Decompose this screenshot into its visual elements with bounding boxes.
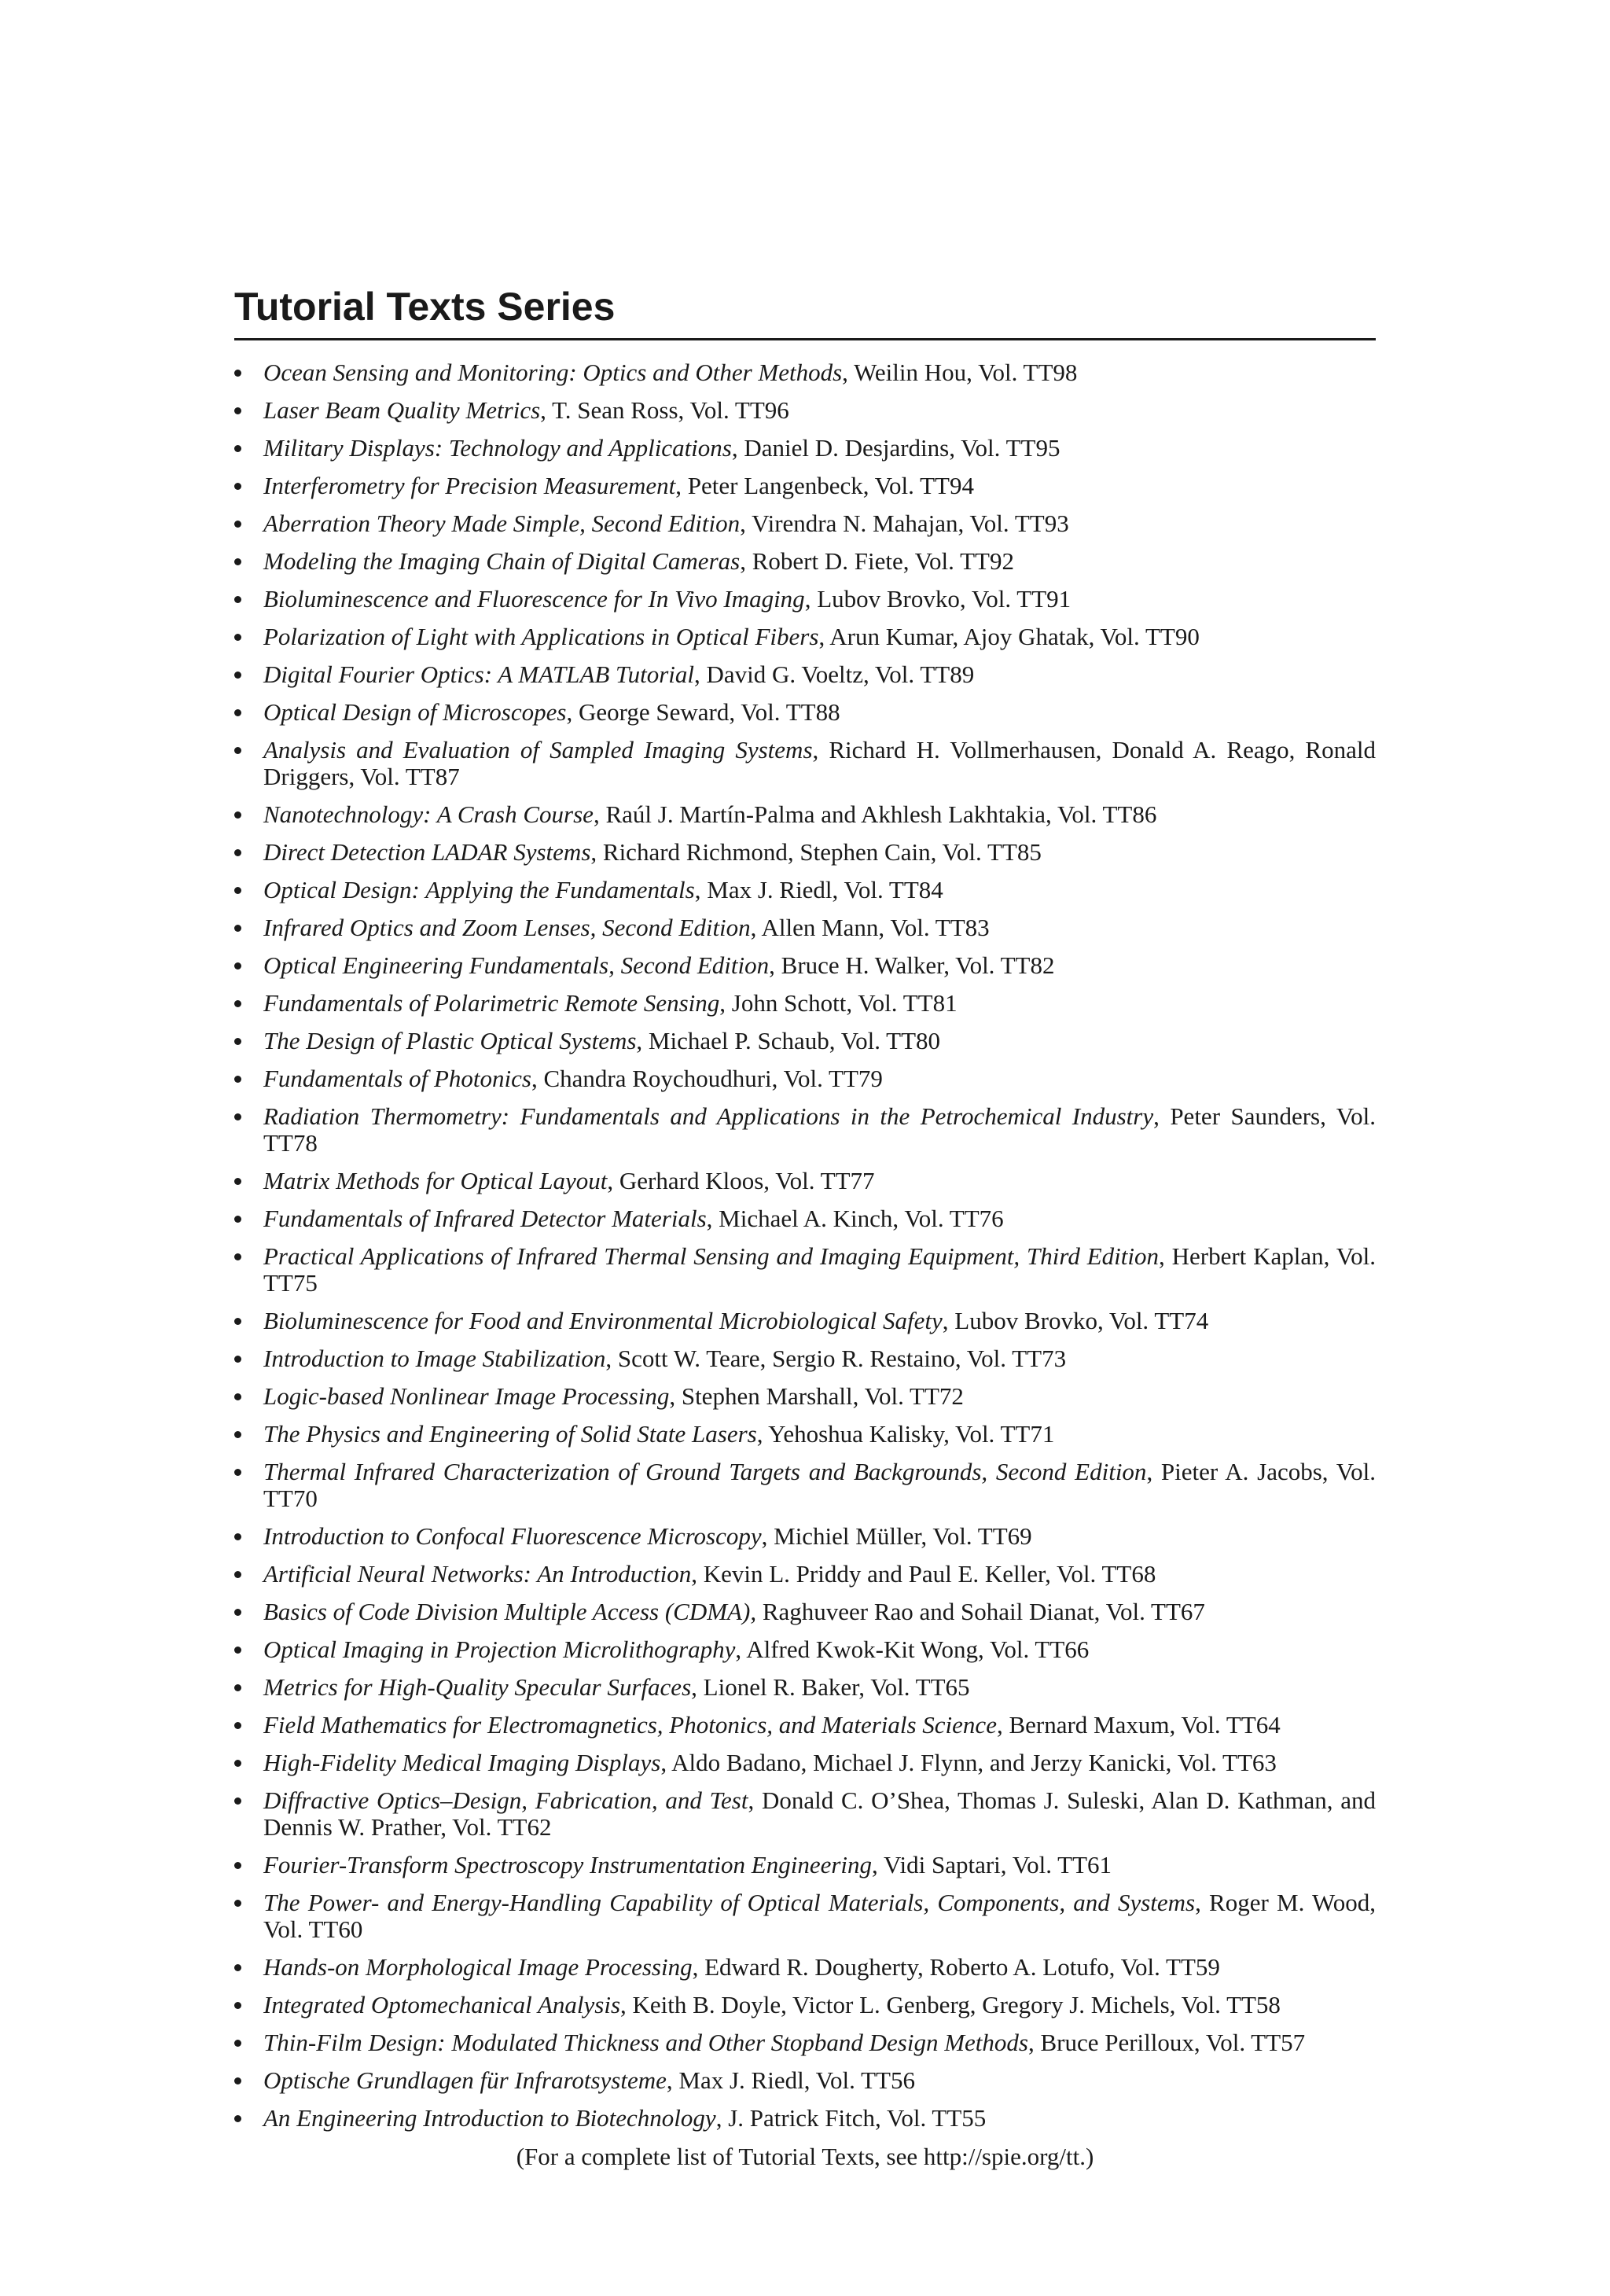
bullet-icon [234, 962, 241, 970]
list-item [234, 1787, 1376, 1841]
bullet-icon [234, 521, 241, 528]
list-item [234, 990, 1376, 1017]
book-title: Optische Grundlagen für Infrarotsysteme [263, 2066, 667, 2094]
book-details: , David G. Voeltz, Vol. TT89 [694, 660, 975, 688]
book-title: Basics of Code Division Multiple Access (CDMA), [263, 1598, 757, 1625]
book-title: The Design of Plastic Optical Systems [263, 1027, 637, 1054]
book-title: Practical Applications of Infrared Thermal Sensing and Imaging Equipment, Third Edition [263, 1242, 1159, 1270]
list-item [234, 1674, 1376, 1701]
book-details: , Bruce H. Walker, Vol. TT82 [769, 951, 1055, 979]
bullet-icon [234, 747, 241, 754]
list-item [234, 1383, 1376, 1410]
bullet-icon [234, 1318, 241, 1325]
book-details: , Yehoshua Kalisky, Vol. TT71 [756, 1420, 1055, 1448]
list-item [234, 1712, 1376, 1739]
list-item [234, 1750, 1376, 1776]
list-item [234, 359, 1376, 386]
bullet-icon [234, 1760, 241, 1767]
book-title: Bioluminescence and Fluorescence for In Vivo Imaging [263, 585, 805, 613]
book-title: Laser Beam Quality Metrics [263, 396, 541, 424]
book-details: , Max J. Riedl, Vol. TT84 [694, 876, 943, 903]
book-details: , Roger M. Wood, Vol. TT60 [263, 1889, 1376, 1943]
book-details: , Donald C. O’Shea, Thomas J. Suleski, Alan D. Kathman, and Dennis W. Prather, Vol. TT62 [263, 1786, 1377, 1841]
list-item [234, 952, 1376, 979]
book-details: , Herbert Kaplan, Vol. TT75 [263, 1242, 1376, 1297]
list-item [234, 1599, 1376, 1625]
bullet-icon [234, 1900, 241, 1907]
book-details: , Pieter A. Jacobs, Vol. TT70 [263, 1458, 1376, 1512]
book-title: Integrated Optomechanical Analysis [263, 1991, 621, 2018]
list-item [234, 1345, 1376, 1372]
book-details: , Keith B. Doyle, Victor L. Genberg, Gregory J. Michels, Vol. TT58 [620, 1991, 1281, 2018]
book-details: , T. Sean Ross, Vol. TT96 [540, 396, 789, 424]
book-title: Hands-on Morphological Image Processing [263, 1953, 693, 1981]
book-details: , Richard H. Vollmerhausen, Donald A. Reago, Ronald Driggers, Vol. TT87 [263, 736, 1376, 790]
book-title: Optical Design: Applying the Fundamentals [263, 876, 695, 903]
book-title: Fundamentals of Photonics [263, 1065, 531, 1092]
book-title: Introduction to Image Stabilization [263, 1345, 606, 1372]
bullet-icon [234, 925, 241, 932]
book-details: , Alfred Kwok-Kit Wong, Vol. TT66 [735, 1636, 1090, 1663]
book-title: Fundamentals of Polarimetric Remote Sensing [263, 989, 720, 1017]
book-title: Polarization of Light with Applications in Optical Fibers [263, 623, 819, 650]
list-item [234, 914, 1376, 941]
book-details: , Lubov Brovko, Vol. TT91 [804, 585, 1071, 613]
bullet-icon [234, 558, 241, 565]
list-item [234, 801, 1376, 828]
bullet-icon [234, 1356, 241, 1363]
list-item [234, 397, 1376, 424]
list-item [234, 2067, 1376, 2094]
list-item [234, 1205, 1376, 1232]
book-details: , Edward R. Dougherty, Roberto A. Lotufo, Vol. TT59 [692, 1953, 1220, 1981]
bullet-icon [234, 1797, 241, 1805]
book-details: , Weilin Hou, Vol. TT98 [842, 359, 1078, 386]
bullet-icon [234, 2002, 241, 2009]
book-details: , Arun Kumar, Ajoy Ghatak, Vol. TT90 [818, 623, 1200, 650]
book-title: Ocean Sensing and Monitoring: Optics and Other Methods [263, 359, 843, 386]
bullet-icon [234, 596, 241, 603]
book-details: , Kevin L. Priddy and Paul E. Keller, Vol. TT68 [691, 1560, 1156, 1588]
book-details: , J. Patrick Fitch, Vol. TT55 [715, 2104, 987, 2132]
book-title: High-Fidelity Medical Imaging Displays [263, 1749, 661, 1776]
list-item [234, 510, 1376, 537]
bullet-icon [234, 1178, 241, 1185]
book-title: Nanotechnology: A Crash Course [263, 800, 594, 828]
footer-note: (For a complete list of Tutorial Texts, see http://spie.org/tt.) [516, 2143, 1094, 2170]
list-item [234, 1889, 1376, 1943]
book-title: Digital Fourier Optics: A MATLAB Tutorial [263, 660, 694, 688]
bullet-icon [234, 887, 241, 894]
bullet-icon [234, 1113, 241, 1120]
book-details: , Michiel Müller, Vol. TT69 [761, 1522, 1032, 1550]
book-details: , Scott W. Teare, Sergio R. Restaino, Vol. TT73 [605, 1345, 1067, 1372]
book-details: , Virendra N. Mahajan, Vol. TT93 [740, 510, 1069, 537]
bullet-icon [234, 483, 241, 490]
bullet-icon [234, 1571, 241, 1578]
list-item [234, 1028, 1376, 1054]
book-title: Optical Engineering Fundamentals, Second Edition [263, 951, 770, 979]
book-details: , John Schott, Vol. TT81 [719, 989, 958, 1017]
book-details: , Aldo Badano, Michael J. Flynn, and Jerzy Kanicki, Vol. TT63 [660, 1749, 1277, 1776]
page-title: Tutorial Texts Series [234, 281, 1376, 340]
page [234, 281, 1376, 2171]
book-details: , Lionel R. Baker, Vol. TT65 [691, 1673, 970, 1701]
book-details: , Bruce Perilloux, Vol. TT57 [1027, 2029, 1306, 2056]
list-item [234, 1459, 1376, 1512]
book-title: Thermal Infrared Characterization of Ground Targets and Backgrounds, Second Edition [263, 1458, 1147, 1485]
book-title: Military Displays: Technology and Applications [263, 434, 732, 462]
list-item [234, 624, 1376, 650]
bullet-icon [234, 1216, 241, 1223]
list-item [234, 1954, 1376, 1981]
list-item [234, 1308, 1376, 1334]
book-details: , Max J. Riedl, Vol. TT56 [666, 2066, 915, 2094]
book-title: Analysis and Evaluation of Sampled Imaging Systems [263, 736, 813, 763]
list-item [234, 1992, 1376, 2018]
book-details: , George Seward, Vol. TT88 [566, 698, 840, 726]
bullet-icon [234, 849, 241, 856]
book-title: Logic-based Nonlinear Image Processing [263, 1382, 670, 1410]
book-details: , Stephen Marshall, Vol. TT72 [669, 1382, 964, 1410]
bullet-icon [234, 2040, 241, 2047]
bullet-icon [234, 407, 241, 414]
list-item [234, 548, 1376, 575]
bullet-icon [234, 1609, 241, 1616]
list-item [234, 1103, 1376, 1157]
book-title: Bioluminescence for Food and Environmental Microbiological Safety [263, 1307, 943, 1334]
book-title: Field Mathematics for Electromagnetics, Photonics, and Materials Science [263, 1711, 997, 1739]
bullet-icon [234, 1964, 241, 1971]
list-item [234, 2029, 1376, 2056]
book-details: , Chandra Roychoudhuri, Vol. TT79 [531, 1065, 883, 1092]
book-details: , Gerhard Kloos, Vol. TT77 [607, 1167, 875, 1194]
list-item [234, 661, 1376, 688]
bullet-icon [234, 1862, 241, 1869]
bullet-icon [234, 1469, 241, 1476]
book-title: The Power- and Energy-Handling Capability of Optical Materials, Components, and Systems [263, 1889, 1196, 1916]
list-item [234, 1168, 1376, 1194]
book-title: Direct Detection LADAR Systems [263, 838, 591, 866]
list-item [234, 737, 1376, 790]
book-title: Radiation Thermometry: Fundamentals and Applications in the Petrochemical Industry [263, 1102, 1154, 1130]
book-title: Artificial Neural Networks: An Introduction [263, 1560, 692, 1588]
book-details: , Vidi Saptari, Vol. TT61 [872, 1851, 1112, 1878]
bullet-icon [234, 709, 241, 716]
book-details: , Lubov Brovko, Vol. TT74 [942, 1307, 1209, 1334]
bullet-icon [234, 445, 241, 452]
book-details: , Michael A. Kinch, Vol. TT76 [706, 1205, 1004, 1232]
bullet-icon [234, 2077, 241, 2084]
book-details: , Peter Saunders, Vol. TT78 [263, 1102, 1376, 1157]
list-item [234, 586, 1376, 613]
list-item [234, 839, 1376, 866]
list-item [234, 473, 1376, 499]
book-title: Optical Imaging in Projection Microlithography [263, 1636, 736, 1663]
list-item [234, 1065, 1376, 1092]
book-title: Fourier-Transform Spectroscopy Instrumentation Engineering [263, 1851, 873, 1878]
book-details: Raghuveer Rao and Sohail Dianat, Vol. TT67 [756, 1598, 1205, 1625]
book-title: Optical Design of Microscopes [263, 698, 567, 726]
list-item [234, 435, 1376, 462]
book-title: Aberration Theory Made Simple, Second Edition [263, 510, 741, 537]
bullet-icon [234, 1393, 241, 1400]
book-title: Introduction to Confocal Fluorescence Microscopy [263, 1522, 762, 1550]
book-title: Infrared Optics and Zoom Lenses, Second Edition [263, 914, 751, 941]
bullet-icon [234, 1431, 241, 1438]
book-title: Interferometry for Precision Measurement [263, 472, 676, 499]
list-item [234, 1561, 1376, 1588]
book-list [234, 359, 1376, 2132]
book-title: Metrics for High-Quality Specular Surfaces [263, 1673, 692, 1701]
book-title: Thin-Film Design: Modulated Thickness and Other Stopband Design Methods [263, 2029, 1028, 2056]
book-details: , Peter Langenbeck, Vol. TT94 [675, 472, 974, 499]
bullet-icon [234, 1533, 241, 1540]
list-item [234, 1523, 1376, 1550]
list-item [234, 1243, 1376, 1297]
bullet-icon [234, 1253, 241, 1260]
book-details: , Robert D. Fiete, Vol. TT92 [740, 547, 1014, 575]
bullet-icon [234, 634, 241, 641]
bullet-icon [234, 1647, 241, 1654]
list-item [234, 1636, 1376, 1663]
list-item [234, 1852, 1376, 1878]
list-item [234, 2105, 1376, 2132]
book-title: Diffractive Optics–Design, Fabrication, and Test [263, 1786, 748, 1814]
book-title: Modeling the Imaging Chain of Digital Cameras [263, 547, 741, 575]
bullet-icon [234, 1000, 241, 1007]
bullet-icon [234, 1038, 241, 1045]
book-title: The Physics and Engineering of Solid State Lasers [263, 1420, 757, 1448]
book-details: , Allen Mann, Vol. TT83 [750, 914, 990, 941]
book-details: , Bernard Maxum, Vol. TT64 [996, 1711, 1281, 1739]
book-details: , Daniel D. Desjardins, Vol. TT95 [731, 434, 1060, 462]
list-item [234, 877, 1376, 903]
book-details: , Richard Richmond, Stephen Cain, Vol. TT85 [590, 838, 1042, 866]
bullet-icon [234, 1076, 241, 1083]
book-title: Fundamentals of Infrared Detector Materials [263, 1205, 707, 1232]
book-title: An Engineering Introduction to Biotechnology [263, 2104, 716, 2132]
bullet-icon [234, 811, 241, 819]
book-details: , Michael P. Schaub, Vol. TT80 [636, 1027, 941, 1054]
bullet-icon [234, 1684, 241, 1691]
list-item [234, 699, 1376, 726]
bullet-icon [234, 1722, 241, 1729]
book-details: , Raúl J. Martín-Palma and Akhlesh Lakhtakia, Vol. TT86 [593, 800, 1157, 828]
book-title: Matrix Methods for Optical Layout [263, 1167, 608, 1194]
list-item [234, 1421, 1376, 1448]
bullet-icon [234, 2115, 241, 2122]
bullet-icon [234, 370, 241, 377]
bullet-icon [234, 672, 241, 679]
